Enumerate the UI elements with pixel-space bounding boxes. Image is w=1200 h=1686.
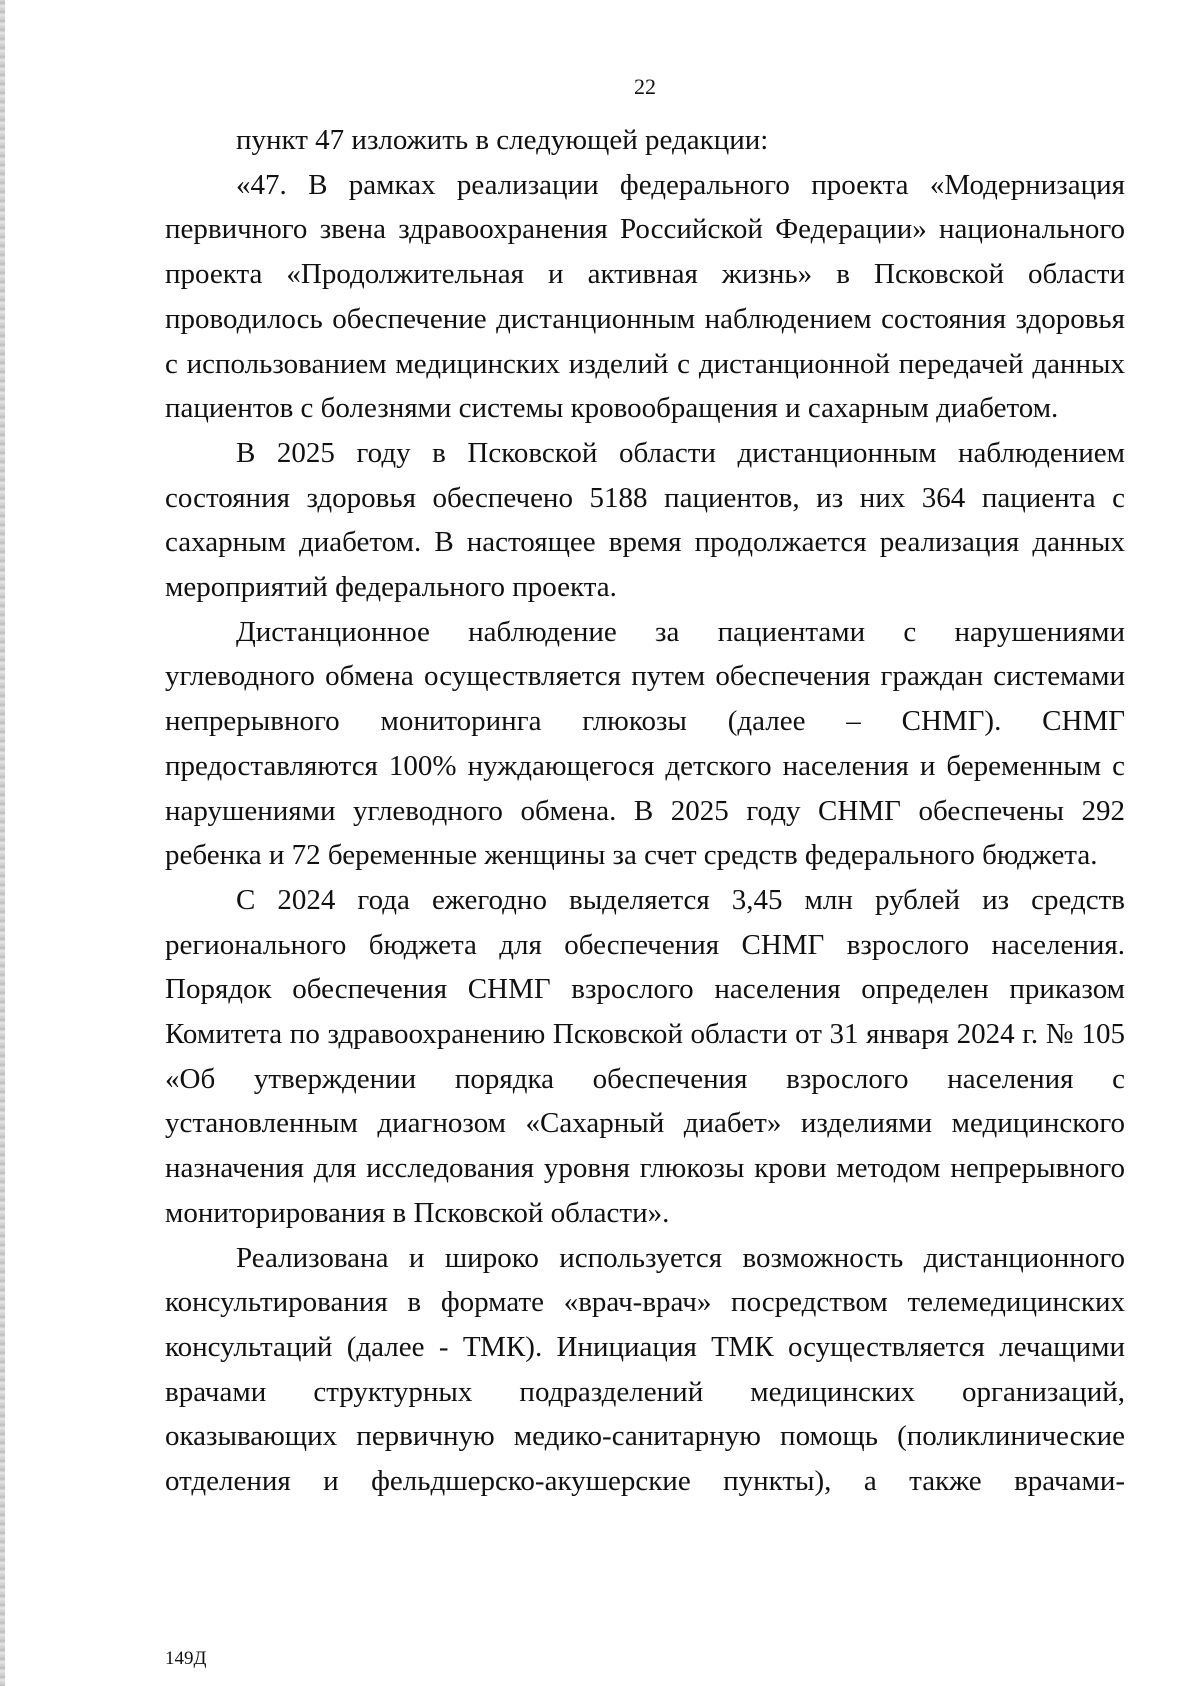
page-number: 22 bbox=[634, 74, 656, 99]
document-body bbox=[165, 118, 1125, 1504]
paragraph-glucose-monitoring: Дистанционное наблюдение за пациентами с нарушениями углеводного обмена осуществляется путем обеспечения граждан системами непрерывного мониторинга глюкозы (далее – СНМГ). СНМГ предоставляются 100% нуждающегося детского населения и беременным с нарушениями углеводного обмена. В 2025 году СНМГ обеспечены 292 ребенка и 72 беременные женщины за счет средств федерального бюджета. bbox=[165, 615, 1125, 872]
footer-code: 149Д bbox=[165, 1648, 207, 1669]
paragraph-intro: пункт 47 изложить в следующей редакции: bbox=[236, 124, 769, 156]
paragraph-regional-budget: С 2024 года ежегодно выделяется 3,45 млн рублей из средств регионального бюджета для обеспечения СНМГ взрослого населения. Порядок обеспечения СНМГ взрослого населения определен приказом Комитета по здравоохранению Псковской области от 31 января 2024 г. № 105 «Об утверждении порядка обеспечения взрослого населения с установленным диагнозом «Сахарный диабет» изделиями медицинского назначения для исследования уровня глюкозы крови методом непрерывного мониторирования в Псковской области». bbox=[165, 883, 1125, 1229]
paragraph-2025-monitoring: В 2025 году в Псковской области дистанционным наблюдением состояния здоровья обеспечено 5188 пациентов, из них 364 пациента с сахарным диабетом. В настоящее время продолжается реализация данных мероприятий федерального проекта. bbox=[165, 436, 1125, 604]
paragraph-item-47: «47. В рамках реализации федерального проекта «Модернизация первичного звена здравоохранения Российской Федерации» национального проекта «Продолжительная и активная жизнь» в Псковской области проводилось обеспечение дистанционным наблюдением состояния здоровья с использованием медицинских изделий с дистанционной передачей данных пациентов с болезнями системы кровообращения и сахарным диабетом. bbox=[165, 168, 1125, 425]
paragraph-telemedicine: Реализована и широко используется возможность дистанционного консультирования в формате «врач-врач» посредством телемедицинских консультаций (далее - ТМК). Инициация ТМК осуществляется лечащими врачами структурных подразделений медицинских организаций, оказывающих первичную медико-санитарную помощь (поликлинические отделения и фельдшерско-акушерские пункты), а также врачами- bbox=[165, 1241, 1125, 1498]
scan-edge bbox=[0, 0, 5, 1686]
